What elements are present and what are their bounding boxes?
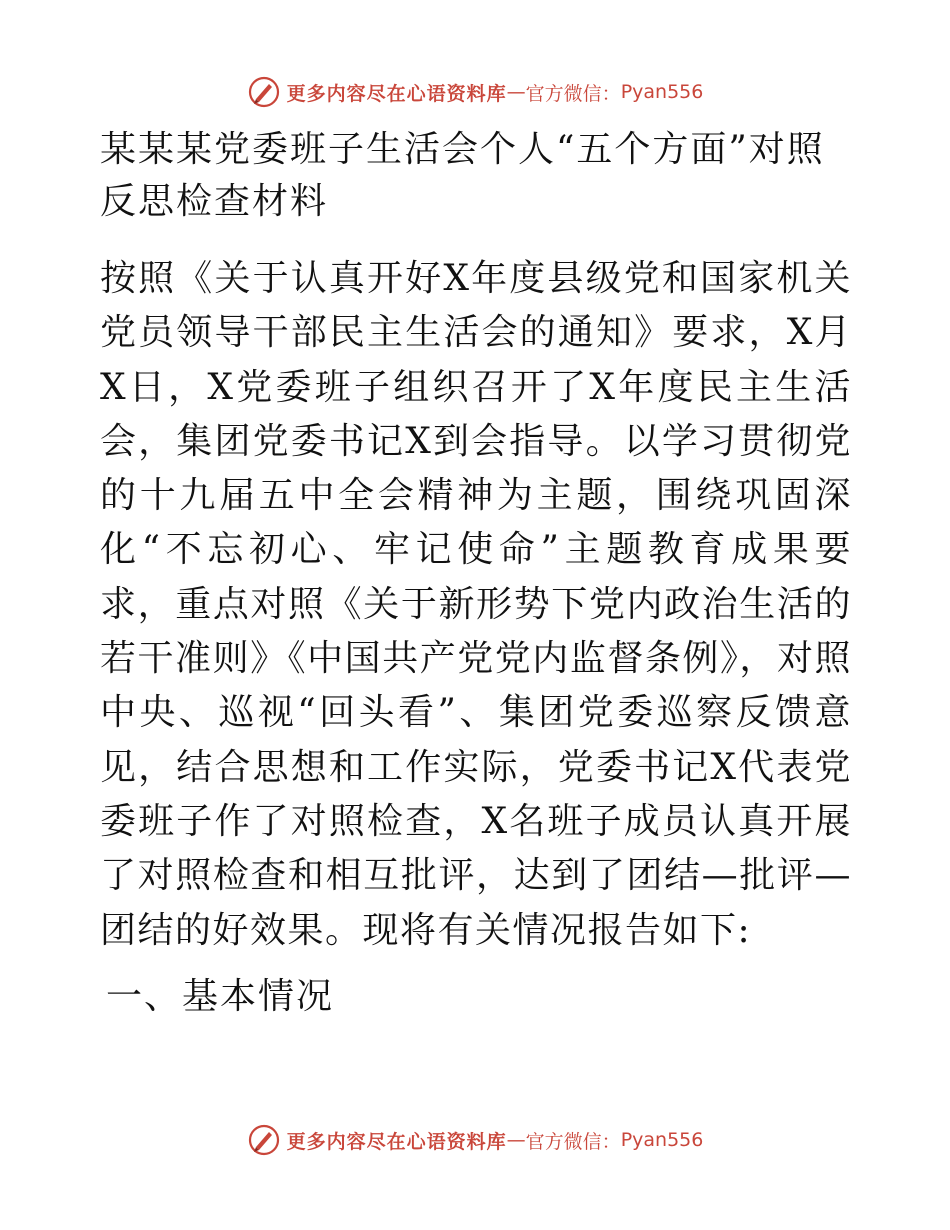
banner-main-text: 更多内容尽在心语资料库 xyxy=(286,82,507,105)
banner-wechat-label: 官方微信： xyxy=(525,82,621,105)
pen-logo-icon xyxy=(247,75,281,109)
header-watermark-banner xyxy=(0,70,950,114)
section-heading: 一、基本情况 xyxy=(106,976,335,1017)
body-paragraph: 按照《关于认真开好X年度县级党和国家机关党员领导干部民主生活会的通知》要求，X月X日，X党委班子组织召开了X年度民主生活会，集团党委书记X到会指导。以学习贯彻党的十九届五中全会精神为主题，围绕巩固深化“不忘初心、牢记使命”主题教育成果要求，重点对照《关于新形势下党内政治生活的若干准则》《中国共产党党内监督条例》，对照中央、巡视“回头看”、集团党委巡察反馈意见，结合思想和工作实际，党委书记X代表党委班子作了对照检查，X名班子成员认真开展了对照检查和相互批评，达到了团结—批评—团结的好效果。现将有关情况报告如下: xyxy=(100,258,852,951)
banner-wechat-label: 官方微信： xyxy=(525,1130,621,1153)
banner-wechat-id: Pyan556 xyxy=(620,1129,704,1151)
pen-logo-icon xyxy=(247,1123,281,1157)
banner-main-text: 更多内容尽在心语资料库 xyxy=(286,1130,507,1153)
banner-separator: — xyxy=(506,1129,526,1151)
banner-wechat-id: Pyan556 xyxy=(620,81,704,103)
banner-separator: — xyxy=(506,81,526,103)
document-title: 某某某党委班子生活会个人“五个方面”对照反思检查材料 xyxy=(100,129,825,222)
footer-watermark-banner xyxy=(0,1118,950,1162)
